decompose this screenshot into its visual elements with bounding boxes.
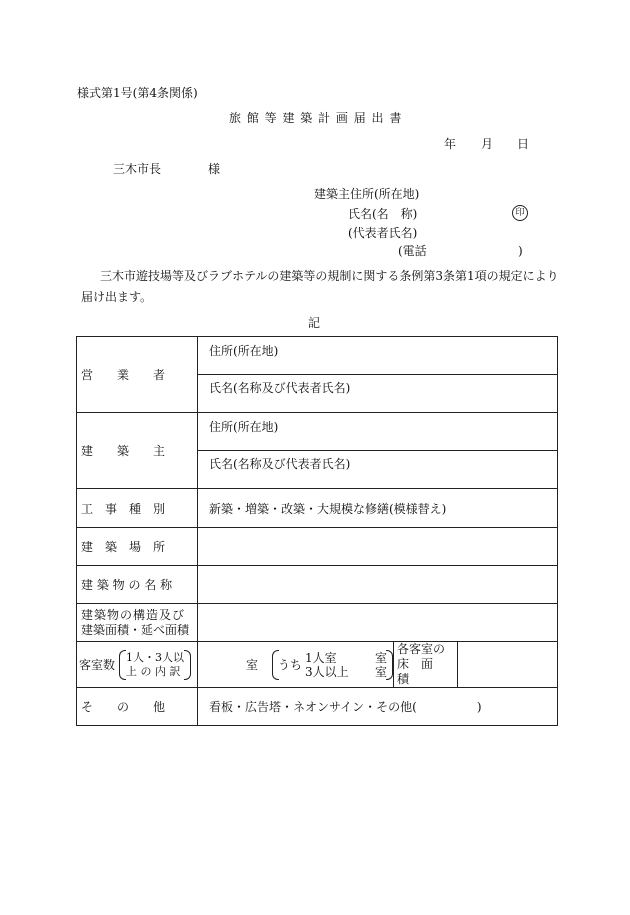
builder-address-label: 住所(所在地) xyxy=(209,420,279,434)
uchi-right-bracket xyxy=(386,650,393,680)
work-type-field[interactable] xyxy=(198,489,558,528)
phone-close: ) xyxy=(518,244,523,258)
applicant-name-label: 氏名(名 称) xyxy=(348,207,418,221)
applicant-representative-label: (代表者氏名) xyxy=(348,226,418,240)
structure-field[interactable] xyxy=(198,604,558,642)
phone-label: (電話 xyxy=(398,244,427,258)
operator-address-label: 住所(所在地) xyxy=(209,344,279,358)
date-day: 日 xyxy=(517,137,530,151)
building-name-label: 建 築 物 の 名 称 xyxy=(81,578,173,592)
operator-address-field[interactable] xyxy=(198,337,558,375)
three-plus-room-unit: 室 xyxy=(375,664,388,679)
rooms-label: 客室数 xyxy=(79,658,116,672)
floor-area-label-cell xyxy=(394,642,458,688)
work-type-label-cell xyxy=(77,489,198,528)
left-bracket xyxy=(119,650,126,680)
body-line-1: 三木市遊技場等及びラブホテルの建築等の規制に関する条例第3条第1項の規定により xyxy=(100,269,559,283)
structure-label-1: 建築物の構造及び xyxy=(81,607,186,622)
seal-mark: 印 xyxy=(512,205,528,221)
rooms-breakdown-1: 1人・3人以 xyxy=(126,650,184,664)
addressee: 三木市長 xyxy=(113,162,162,176)
three-plus-room-label: 3人以上 xyxy=(305,664,349,679)
builder-label-cell xyxy=(77,413,198,489)
building-name-label-cell xyxy=(77,566,198,604)
operator-label: 営 業 者 xyxy=(81,368,166,382)
uchi-left-bracket xyxy=(272,650,279,680)
document-title: 旅 館 等 建 築 計 画 届 出 書 xyxy=(229,111,403,125)
rooms-unit: 室 xyxy=(246,658,259,672)
applicant-address-label: 建築主住所(所在地) xyxy=(314,187,420,201)
builder-label: 建 築 主 xyxy=(81,444,166,458)
structure-label-cell xyxy=(77,604,198,642)
right-bracket xyxy=(184,650,191,680)
form-number: 様式第1号(第4条関係) xyxy=(77,86,198,100)
uchi-breakdown xyxy=(305,651,387,679)
structure-label-2: 建築面積・延べ面積 xyxy=(81,622,190,637)
builder-name-label: 氏名(名称及び代表者氏名) xyxy=(209,457,351,471)
site-label: 建 築 場 所 xyxy=(81,540,166,554)
addressee-suffix: 様 xyxy=(208,162,221,176)
other-label-cell xyxy=(77,688,198,726)
floor-area-label-1: 各客室の xyxy=(397,642,446,656)
one-person-room-unit: 室 xyxy=(375,650,388,665)
other-field[interactable] xyxy=(198,688,558,726)
rooms-breakdown xyxy=(123,651,187,679)
rooms-uchi-group xyxy=(274,651,391,679)
other-value: 看板・広告塔・ネオンサイン・その他( ) xyxy=(209,700,482,714)
date-year: 年 xyxy=(444,137,457,151)
building-name-field[interactable] xyxy=(198,566,558,604)
other-label: そ の 他 xyxy=(81,700,166,714)
uchi-label: うち xyxy=(278,658,303,672)
floor-area-label-2: 床 面 積 xyxy=(397,657,446,686)
rooms-breakdown-2: 上 の 内 訳 xyxy=(126,664,181,678)
rooms-field[interactable] xyxy=(198,642,394,688)
operator-name-field[interactable] xyxy=(198,375,558,413)
builder-name-field[interactable] xyxy=(198,451,558,489)
site-field[interactable] xyxy=(198,528,558,566)
date-month: 月 xyxy=(481,137,494,151)
rooms-label-cell xyxy=(77,642,198,688)
operator-name-label: 氏名(名称及び代表者氏名) xyxy=(209,381,351,395)
notification-table xyxy=(76,336,558,726)
body-line-2: 届け出ます。 xyxy=(81,290,153,304)
operator-label-cell xyxy=(77,337,198,413)
floor-area-field[interactable] xyxy=(458,642,558,688)
work-type-value: 新築・増築・改築・大規模な修繕(模様替え) xyxy=(209,501,447,516)
builder-address-field[interactable] xyxy=(198,413,558,451)
site-label-cell xyxy=(77,528,198,566)
one-person-room-label: 1人室 xyxy=(305,650,337,665)
work-type-label: 工 事 種 別 xyxy=(81,501,166,516)
ki-heading: 記 xyxy=(308,316,321,330)
